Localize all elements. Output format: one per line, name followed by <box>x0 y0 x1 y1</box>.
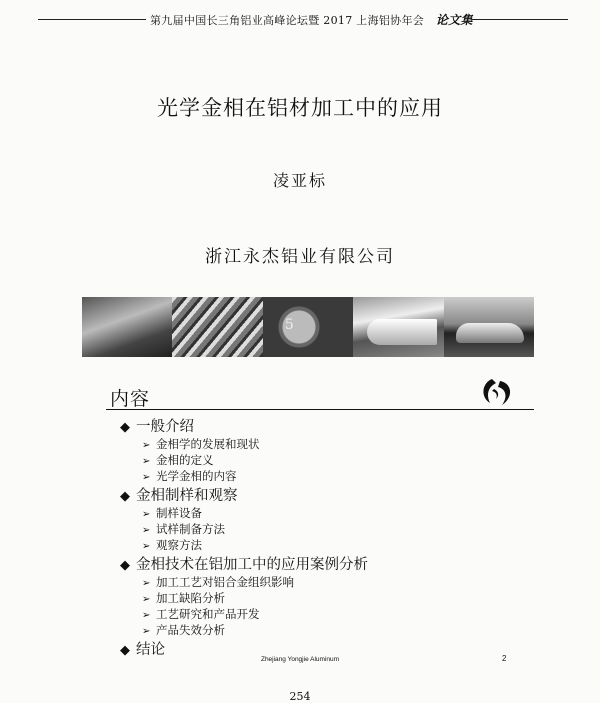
company-logo-icon <box>478 377 518 407</box>
outline-item <box>120 418 520 437</box>
slide-footer-company: Zhejiang Yongjie Aluminum <box>260 656 340 663</box>
arrow-bullet-icon: ➢ <box>142 509 151 520</box>
arrow-bullet-icon: ➢ <box>142 440 151 451</box>
diamond-bullet-icon: ◆ <box>120 489 130 504</box>
outline-subitem <box>142 522 520 538</box>
outline-item <box>120 556 520 575</box>
outline-item-label: 金相制样和观察 <box>136 488 238 504</box>
outline-subitem-label: 加工工艺对铝合金组织影响 <box>156 575 294 589</box>
outline-subitem <box>142 575 520 591</box>
slide-title: 光学金相在铝材加工中的应用 <box>157 96 443 120</box>
outline-subitem-label: 产品失效分析 <box>156 623 225 637</box>
outline-subitem-label: 金相的定义 <box>156 453 214 467</box>
outline-item <box>120 487 520 506</box>
outline-subitem-label: 金相学的发展和现状 <box>156 437 260 451</box>
outline-list <box>120 416 520 660</box>
outline-subitem <box>142 538 520 554</box>
outline-subitem <box>142 591 520 607</box>
diamond-bullet-icon: ◆ <box>120 643 130 658</box>
train-shape <box>367 319 437 345</box>
journal-name: 论文集 <box>435 13 473 27</box>
outline-subitem <box>142 437 520 453</box>
outline-subitem <box>142 469 520 485</box>
page-number: 254 <box>289 690 311 703</box>
outline-subitem-label: 光学金相的内容 <box>156 469 237 483</box>
outline-subitem <box>142 506 520 522</box>
slide-company: 浙江永杰铝业有限公司 <box>205 247 395 267</box>
running-header <box>0 10 600 30</box>
section-divider <box>106 409 534 410</box>
outline-subitem-label: 加工缺陷分析 <box>156 591 225 605</box>
banner-photo-coin <box>263 297 353 357</box>
outline-subitem-label: 制样设备 <box>156 506 202 520</box>
arrow-bullet-icon: ➢ <box>142 472 151 483</box>
arrow-bullet-icon: ➢ <box>142 578 151 589</box>
diamond-bullet-icon: ◆ <box>120 420 130 435</box>
outline-subitem <box>142 623 520 639</box>
outline-subitem-label: 试样制备方法 <box>156 522 225 536</box>
diamond-bullet-icon: ◆ <box>120 558 130 573</box>
outline-subitem-label: 工艺研究和产品开发 <box>156 607 260 621</box>
banner-photo-train <box>353 297 443 357</box>
outline-subitem <box>142 607 520 623</box>
outline-subitem <box>142 453 520 469</box>
conference-name: 第九届中国长三角铝业高峰论坛暨 2017 上海铝协年会 <box>150 14 425 27</box>
arrow-bullet-icon: ➢ <box>142 610 151 621</box>
car-shape <box>456 323 524 343</box>
outline-subitem-label: 观察方法 <box>156 538 202 552</box>
coin-value: 5 <box>284 317 294 333</box>
arrow-bullet-icon: ➢ <box>142 456 151 467</box>
outline-item-label: 金相技术在铝加工中的应用案例分析 <box>136 557 368 573</box>
section-title: 内容 <box>110 388 151 410</box>
arrow-bullet-icon: ➢ <box>142 594 151 605</box>
arrow-bullet-icon: ➢ <box>142 525 151 536</box>
banner-photo-profiles <box>172 297 262 357</box>
header-rule-right <box>472 19 568 20</box>
header-text <box>150 11 473 28</box>
banner-photo-ship <box>82 297 172 357</box>
slide-footer-number: 2 <box>502 654 507 663</box>
photo-banner <box>82 297 534 357</box>
slide-author: 凌亚标 <box>272 171 327 190</box>
arrow-bullet-icon: ➢ <box>142 541 151 552</box>
banner-photo-car <box>444 297 534 357</box>
outline-item-label: 一般介绍 <box>136 419 194 435</box>
outline-item-label: 结论 <box>136 642 165 658</box>
header-rule-left <box>38 19 146 20</box>
arrow-bullet-icon: ➢ <box>142 626 151 637</box>
